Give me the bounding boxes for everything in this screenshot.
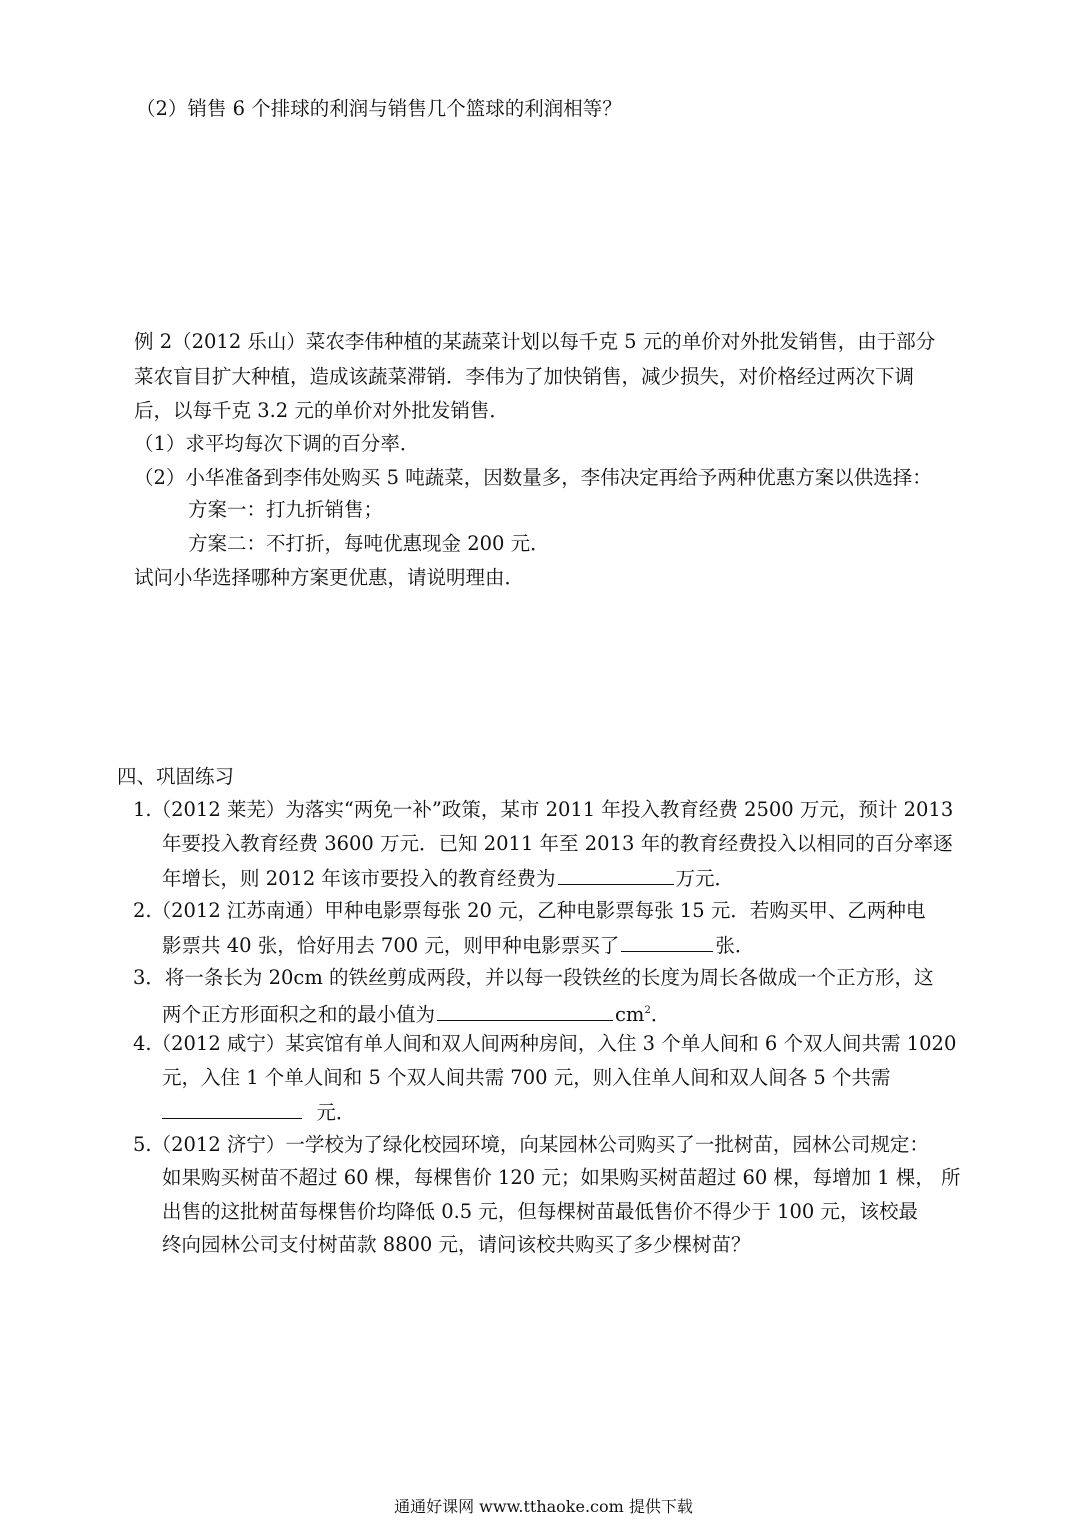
- exercise-1-unit: 万元．: [675, 867, 735, 890]
- exercise-1-line-3: [162, 864, 734, 892]
- plan-2: 方案二：不打折，每吨优惠现金 200 元．: [188, 532, 550, 555]
- exercise-5-line-3: 出售的这批树苗每棵售价均降低 0.5 元，但每棵树苗最低售价不得少于 100 元，该校最: [162, 1200, 919, 1223]
- exercise-2-line-1: 2.（2012 江苏南通）甲种电影票每张 20 元，乙种电影票每张 15 元．若购买甲、乙两种电: [133, 899, 926, 922]
- exercise-2-line-2: [162, 931, 754, 959]
- exercise-3-end: ．: [650, 1003, 671, 1026]
- exercise-5-line-1: 5.（2012 济宁）一学校为了绿化校园环境，向某园林公司购买了一批树苗，园林公司规定：: [133, 1133, 929, 1156]
- exercise-3-unit: cm: [615, 1003, 645, 1026]
- exercise-2-text: 影票共 40 张，恰好用去 700 元，则甲种电影票买了: [162, 934, 620, 957]
- exercise-4-unit: 元．: [316, 1101, 356, 1124]
- example-2-line-2: 菜农盲目扩大种植，造成该蔬菜滞销．李伟为了加快销售，减少损失，对价格经过两次下调: [134, 365, 915, 388]
- section-heading: 四、巩固练习: [117, 765, 235, 788]
- exercise-3-text: 两个正方形面积之和的最小值为: [162, 1003, 436, 1026]
- exercise-4-line-1: 4.（2012 咸宁）某宾馆有单人间和双人间两种房间，入住 3 个单人间和 6 个双人间共需 1020: [133, 1032, 957, 1055]
- exercise-3-answer-blank[interactable]: [437, 1000, 613, 1021]
- example-2-question: 试问小华选择哪种方案更优惠，请说明理由．: [134, 566, 525, 589]
- exercise-2-answer-blank[interactable]: [621, 931, 713, 952]
- exercise-4-line-3: [162, 1098, 355, 1126]
- question-part-2: （2）销售 6 个排球的利润与销售几个篮球的利润相等？: [136, 97, 622, 120]
- exercise-3-unit-exponent: 2: [644, 1005, 651, 1016]
- example-2-line-1: 例 2（2012 乐山）菜农李伟种植的某蔬菜计划以每千克 5 元的单价对外批发销售，由于部分: [134, 330, 936, 353]
- exercise-5-line-2: 如果购买树苗不超过 60 棵，每棵售价 120 元；如果购买树苗超过 60 棵，每增加 1 棵， 所: [162, 1166, 961, 1189]
- exercise-5-line-4: 终向园林公司支付树苗款 8800 元，请问该校共购买了多少棵树苗？: [162, 1233, 751, 1256]
- exercise-1-line-1: 1.（2012 莱芜）为落实“两免一补”政策，某市 2011 年投入教育经费 2500 万元，预计 2013: [133, 798, 954, 821]
- example-2-subquestion-2: （2）小华准备到李伟处购买 5 吨蔬菜，因数量多，李伟决定再给予两种优惠方案以供选择：: [134, 466, 932, 489]
- exercise-1-text: 年增长，则 2012 年该市要投入的教育经费为: [162, 867, 556, 890]
- exercise-4-line-2: 元，入住 1 个单人间和 5 个双人间共需 700 元，则入住单人间和双人间各 5 个共需: [162, 1066, 891, 1089]
- plan-1: 方案一：打九折销售；: [188, 498, 384, 521]
- example-2-line-3: 后，以每千克 3.2 元的单价对外批发销售．: [134, 399, 509, 422]
- exercise-3-line-2: [162, 998, 670, 1028]
- exercise-2-unit: 张．: [715, 934, 755, 957]
- page-footer: 通通好课网 www.tthaoke.com 提供下载: [394, 1497, 693, 1516]
- example-2-subquestion-1: （1）求平均每次下调的百分率．: [134, 432, 420, 455]
- exercise-1-line-2: 年要投入教育经费 3600 万元．已知 2011 年至 2013 年的教育经费投入以相同的百分率逐: [162, 832, 953, 855]
- exercise-3-line-1: 3．将一条长为 20cm 的铁丝剪成两段，并以每一段铁丝的长度为周长各做成一个正方形，这: [133, 966, 934, 989]
- exercise-1-answer-blank[interactable]: [558, 864, 674, 885]
- exercise-4-answer-blank[interactable]: [162, 1098, 302, 1119]
